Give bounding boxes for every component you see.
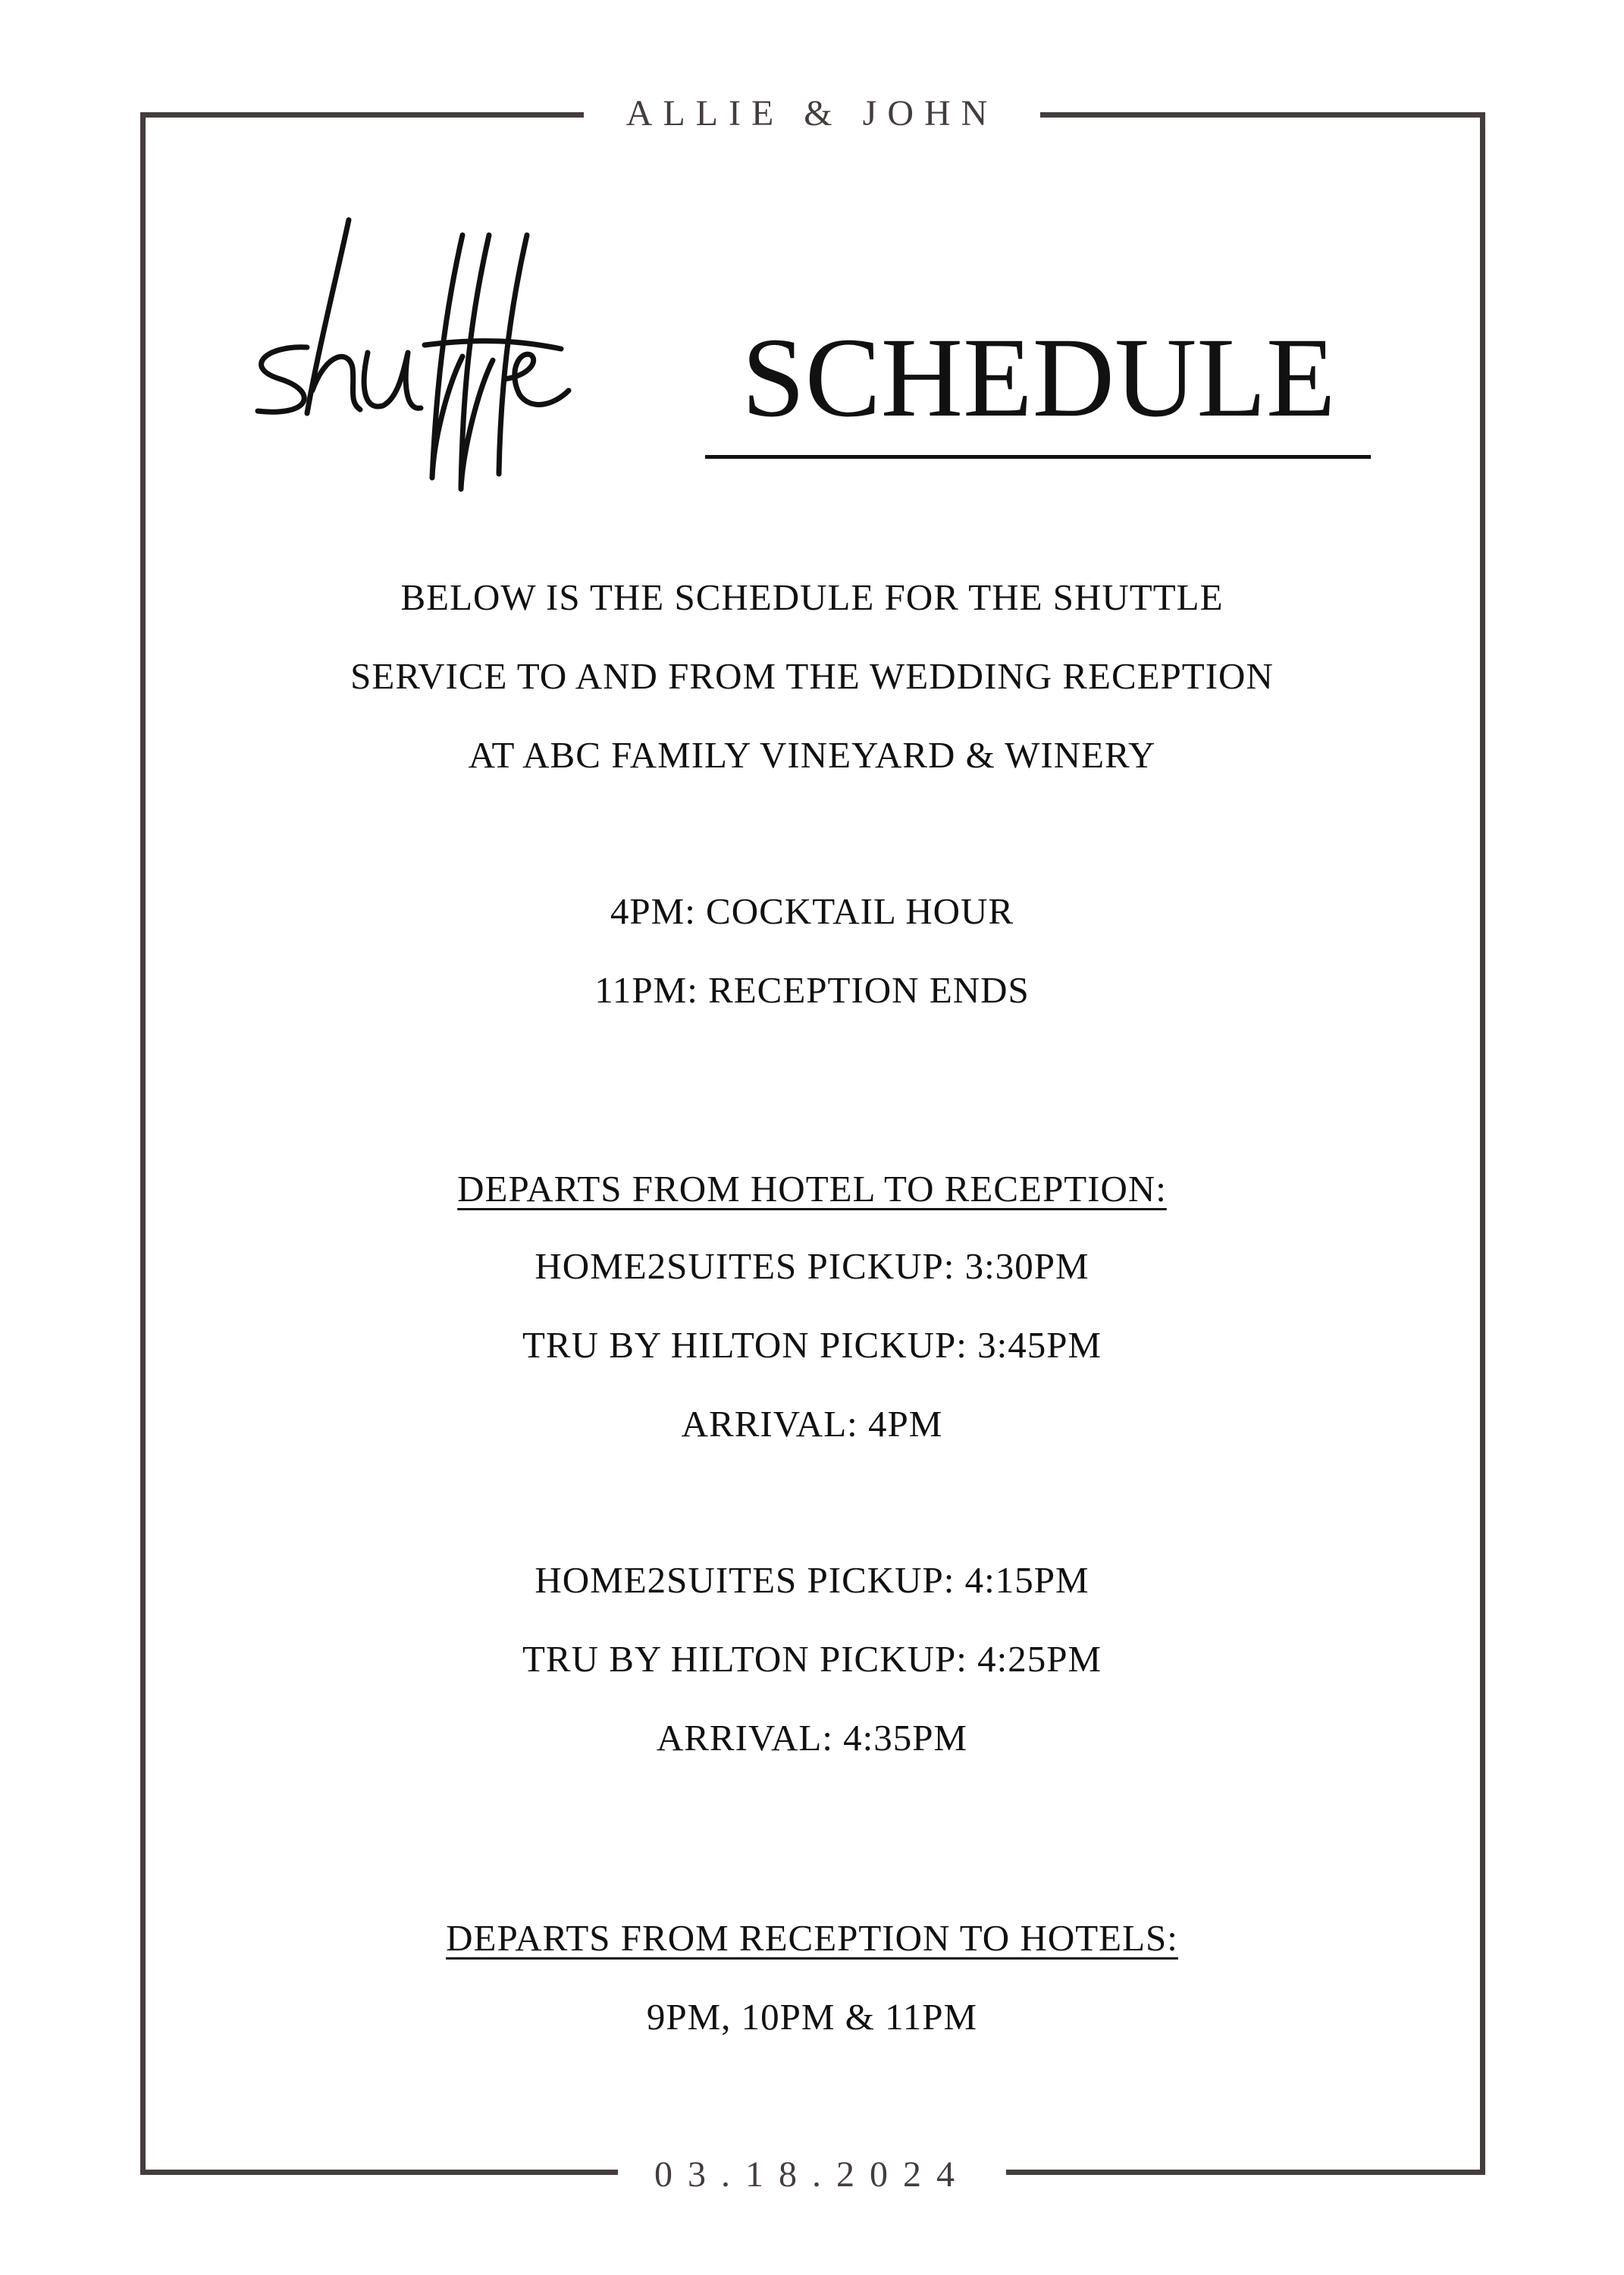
event-reception-ends: 11PM: RECEPTION ENDS bbox=[594, 969, 1030, 1011]
first-run-home2suites: HOME2SUITES PICKUP: 3:30PM bbox=[535, 1245, 1089, 1287]
return-times: 9PM, 10PM & 11PM bbox=[646, 1996, 978, 2038]
to-hotels-heading bbox=[152, 1916, 1472, 1961]
intro-line-2: SERVICE TO AND FROM THE WEDDING RECEPTION bbox=[350, 655, 1274, 697]
first-run-arrival: ARRIVAL: 4PM bbox=[681, 1403, 943, 1445]
second-run-tru-by-hilton: TRU BY HILTON PICKUP: 4:25PM bbox=[522, 1638, 1102, 1680]
event-cocktail-hour: 4PM: COCKTAIL HOUR bbox=[610, 890, 1014, 932]
wedding-date: 03.18.2024 bbox=[618, 2151, 1006, 2199]
to-reception-heading-text: DEPARTS FROM HOTEL TO RECEPTION: bbox=[457, 1168, 1167, 1210]
to-hotels-heading-text: DEPARTS FROM RECEPTION TO HOTELS: bbox=[446, 1917, 1178, 1959]
intro-line-1: BELOW IS THE SCHEDULE FOR THE SHUTTLE bbox=[400, 576, 1224, 618]
title-script-word bbox=[235, 212, 705, 500]
title-underline bbox=[705, 455, 1371, 459]
first-run-tru-by-hilton: TRU BY HILTON PICKUP: 3:45PM bbox=[522, 1324, 1102, 1366]
title-main-word: SCHEDULE bbox=[741, 315, 1336, 441]
second-run-home2suites: HOME2SUITES PICKUP: 4:15PM bbox=[535, 1559, 1089, 1601]
second-run-arrival: ARRIVAL: 4:35PM bbox=[656, 1717, 968, 1759]
intro-line-3: AT ABC FAMILY VINEYARD & WINERY bbox=[468, 734, 1156, 776]
to-reception-heading bbox=[152, 1166, 1472, 1212]
couple-names: ALLIE & JOHN bbox=[584, 91, 1040, 136]
